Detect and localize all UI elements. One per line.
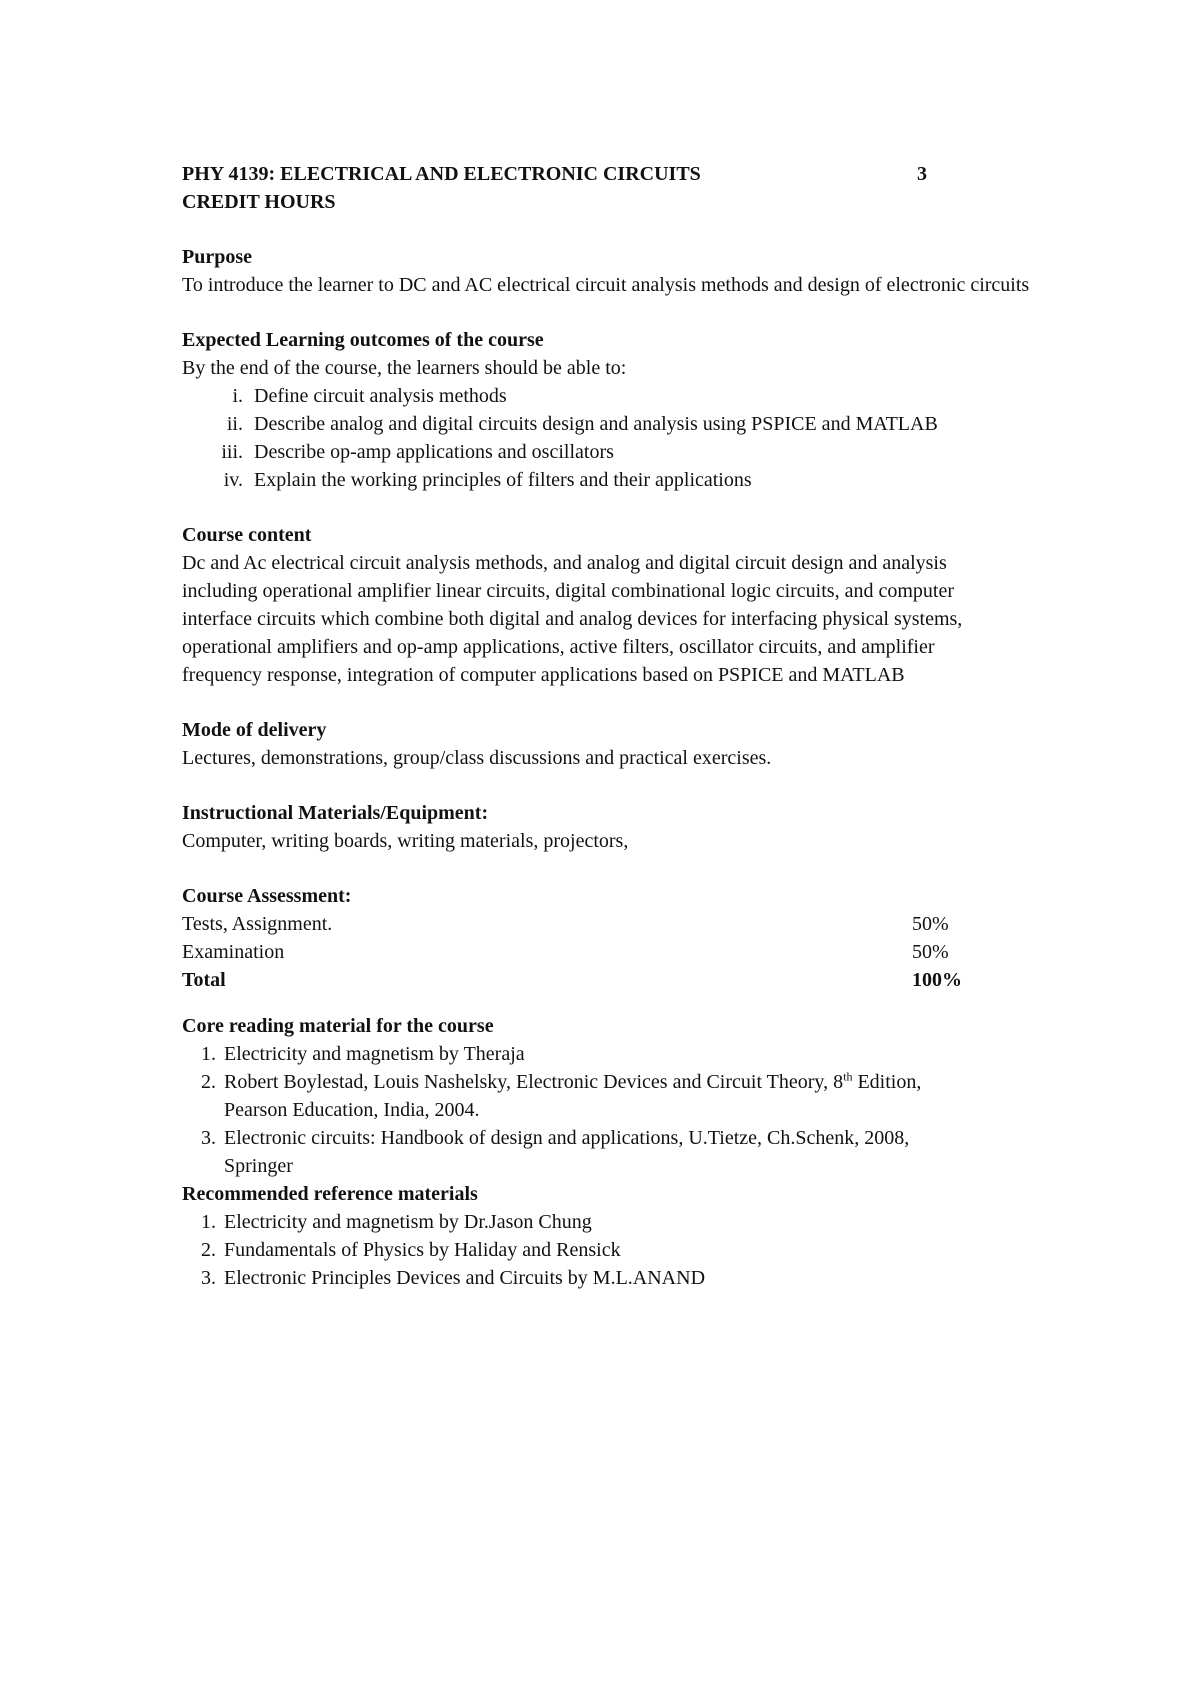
purpose-section <box>182 243 1042 299</box>
delivery-text: Lectures, demonstrations, group/class discussions and practical exercises. <box>182 747 772 769</box>
list-item <box>182 1264 1042 1292</box>
assessment-section <box>182 882 1042 994</box>
citation-text: Robert Boylestad, Louis Nashelsky, Electronic Devices and Circuit Theory, 8 <box>224 1071 844 1093</box>
list-item <box>182 438 1042 466</box>
list-marker: ii. <box>226 413 243 435</box>
course-header <box>182 160 1042 216</box>
purpose-heading: Purpose <box>182 246 252 268</box>
list-marker: iv. <box>223 469 243 491</box>
citation-text-continued: Edition, Pearson Education, India, 2004. <box>224 1071 922 1121</box>
materials-text: Computer, writing boards, writing materials, projectors, <box>182 830 629 852</box>
list-marker: 3. <box>201 1267 216 1289</box>
list-item <box>182 1040 1042 1068</box>
delivery-heading: Mode of delivery <box>182 719 327 741</box>
list-item <box>182 1208 1042 1236</box>
list-item <box>182 382 1042 410</box>
delivery-section <box>182 716 1042 772</box>
materials-heading: Instructional Materials/Equipment: <box>182 802 489 824</box>
list-item <box>182 466 1042 494</box>
recommended-list <box>182 1208 1042 1292</box>
list-item-text: Describe analog and digital circuits design and analysis using PSPICE and MATLAB <box>254 413 938 435</box>
assessment-value: 50% <box>912 941 949 963</box>
outcomes-section <box>182 326 1042 494</box>
assessment-heading: Course Assessment: <box>182 885 352 907</box>
list-marker: 2. <box>201 1239 216 1261</box>
content-heading: Course content <box>182 524 312 546</box>
outcomes-intro: By the end of the course, the learners should be able to: <box>182 357 627 379</box>
purpose-text: To introduce the learner to DC and AC electrical circuit analysis methods and design of electronic circuits <box>182 274 1030 296</box>
core-reading-section <box>182 1012 1042 1180</box>
list-marker: 1. <box>201 1043 216 1065</box>
assessment-value: 50% <box>912 913 949 935</box>
list-item <box>182 1068 1042 1124</box>
ordinal-suffix: th <box>843 1069 853 1084</box>
core-reading-heading: Core reading material for the course <box>182 1015 494 1037</box>
list-item-text: Electricity and magnetism by Dr.Jason Chung <box>224 1211 592 1233</box>
assessment-total-label: Total <box>182 969 226 991</box>
list-item-text: Define circuit analysis methods <box>254 385 507 407</box>
assessment-total-value: 100% <box>912 969 962 991</box>
credits-label: CREDIT HOURS <box>182 191 336 213</box>
outcomes-heading: Expected Learning outcomes of the course <box>182 329 544 351</box>
assessment-label: Examination <box>182 941 285 963</box>
list-item <box>182 410 1042 438</box>
list-item-text: Explain the working principles of filters and their applications <box>254 469 752 491</box>
assessment-total-row <box>182 966 972 994</box>
course-title: PHY 4139: ELECTRICAL AND ELECTRONIC CIRCUITS <box>182 163 701 185</box>
list-item-text: Fundamentals of Physics by Haliday and Rensick <box>224 1239 621 1261</box>
list-marker: i. <box>232 385 243 407</box>
materials-section <box>182 799 1042 855</box>
list-item <box>182 1236 1042 1264</box>
syllabus-page <box>182 160 1042 1292</box>
assessment-row <box>182 910 972 938</box>
list-marker: iii. <box>221 441 243 463</box>
list-item-text <box>224 1068 944 1124</box>
credits-number: 3 <box>917 163 927 185</box>
list-item-text: Electronic Principles Devices and Circuits by M.L.ANAND <box>224 1267 706 1289</box>
content-section <box>182 521 1042 689</box>
list-marker: 3. <box>201 1127 216 1149</box>
core-reading-list <box>182 1040 1042 1180</box>
list-item-text: Electricity and magnetism by Theraja <box>224 1043 525 1065</box>
list-item <box>182 1124 1042 1180</box>
list-item-text: Describe op-amp applications and oscillators <box>254 441 614 463</box>
assessment-label: Tests, Assignment. <box>182 913 333 935</box>
list-item-text: Electronic circuits: Handbook of design and applications, U.Tietze, Ch.Schenk, 2008, Springer <box>224 1127 910 1177</box>
content-text: Dc and Ac electrical circuit analysis methods, and analog and digital circuit design and analysis including operational amplifier linear circuits, digital combinational logic circuits, and computer interface circuits which combine both digital and analog devices for interfacing physical systems, operational amplifiers and op-amp applications, active filters, oscillator circuits, and amplifier frequency response, integration of computer applications based on PSPICE and MATLAB <box>182 552 963 686</box>
assessment-row <box>182 938 972 966</box>
list-marker: 1. <box>201 1211 216 1233</box>
list-marker: 2. <box>201 1071 216 1093</box>
recommended-heading: Recommended reference materials <box>182 1183 478 1205</box>
outcomes-list <box>182 382 1042 494</box>
recommended-section <box>182 1180 1042 1292</box>
